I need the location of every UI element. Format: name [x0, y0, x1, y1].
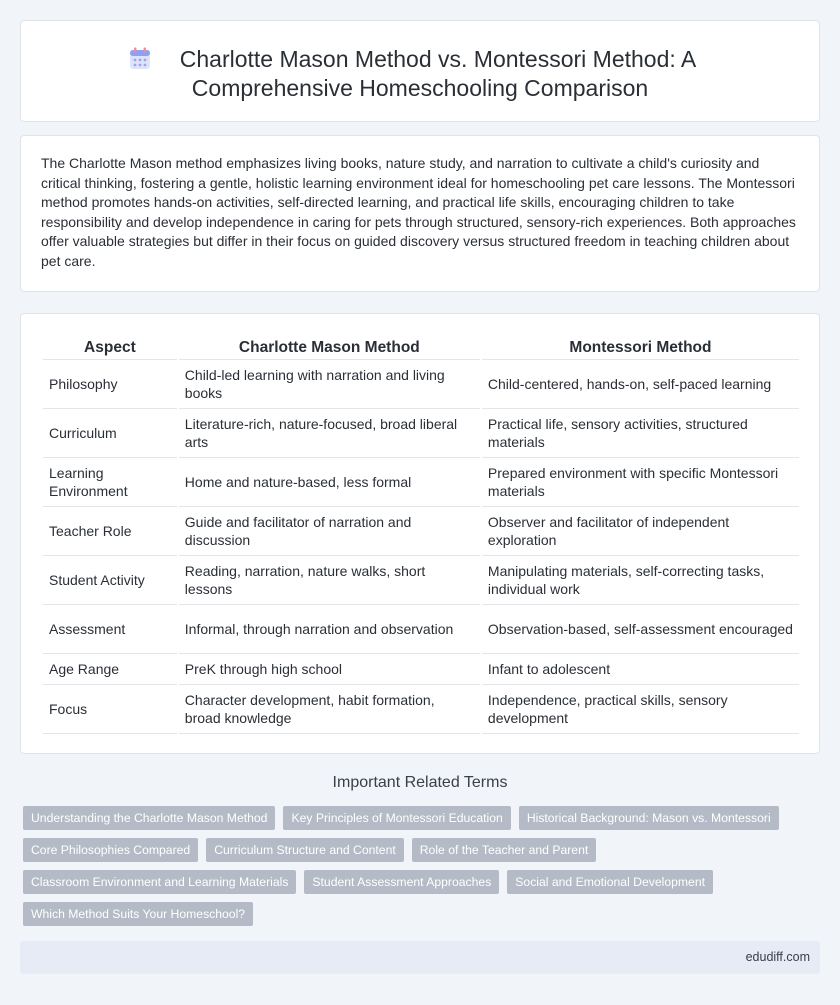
row-montessori: Infant to adolescent [482, 654, 799, 685]
intro-card [20, 135, 820, 292]
table-row [43, 685, 799, 734]
related-term-tag[interactable]: Key Principles of Montessori Education [283, 806, 510, 830]
intro-text: The Charlotte Mason method emphasizes living books, nature study, and narration to cultivate a child's curiosity and critical thinking, fostering a gentle, holistic learning environment ideal for homeschooling pet care lessons. The Montessori method promotes hands-on activities, self-directed learning, and practical life skills, encouraging children to take responsibility and develop independence in caring for pets through structured, sensory-rich experiences. Both approaches offer valuable strategies but differ in their focus on guided discovery versus structured freedom in teaching children about pet care. [41, 155, 796, 269]
row-charlotte-mason: Literature-rich, nature-focused, broad liberal arts [179, 409, 480, 458]
row-montessori: Manipulating materials, self-correcting tasks, individual work [482, 556, 799, 605]
related-term-tag[interactable]: Which Method Suits Your Homeschool? [23, 902, 253, 926]
table-header-row [43, 332, 799, 360]
row-aspect: Student Activity [43, 556, 177, 605]
related-terms-list [23, 806, 813, 926]
page-title-line2: Comprehensive Homeschooling Comparison [191, 75, 649, 101]
row-charlotte-mason: Informal, through narration and observation [179, 605, 480, 654]
header-montessori: Montessori Method [482, 332, 799, 360]
footer-site-link[interactable]: edudiff.com [745, 950, 810, 964]
row-aspect: Curriculum [43, 409, 177, 458]
row-charlotte-mason: Home and nature-based, less formal [179, 458, 480, 507]
row-aspect: Focus [43, 685, 177, 734]
row-charlotte-mason: Reading, narration, nature walks, short lessons [179, 556, 480, 605]
row-montessori: Independence, practical skills, sensory development [482, 685, 799, 734]
header-aspect: Aspect [43, 332, 177, 360]
related-term-tag[interactable]: Student Assessment Approaches [304, 870, 499, 894]
header-charlotte-mason: Charlotte Mason Method [179, 332, 480, 360]
row-aspect: Learning Environment [43, 458, 177, 507]
related-term-tag[interactable]: Curriculum Structure and Content [206, 838, 404, 862]
table-row [43, 458, 799, 507]
row-charlotte-mason: Character development, habit formation, broad knowledge [179, 685, 480, 734]
page-title [21, 45, 819, 103]
row-montessori: Child-centered, hands-on, self-paced learning [482, 360, 799, 409]
row-montessori: Observation-based, self-assessment encouraged [482, 605, 799, 654]
page-title-line1: Charlotte Mason Method vs. Montessori Method: A [179, 46, 697, 72]
row-aspect: Age Range [43, 654, 177, 685]
related-term-tag[interactable]: Social and Emotional Development [507, 870, 713, 894]
row-charlotte-mason: Child-led learning with narration and living books [179, 360, 480, 409]
row-aspect: Teacher Role [43, 507, 177, 556]
row-aspect: Philosophy [43, 360, 177, 409]
table-row [43, 654, 799, 685]
table-row [43, 556, 799, 605]
table-row [43, 605, 799, 654]
row-charlotte-mason: Guide and facilitator of narration and discussion [179, 507, 480, 556]
row-charlotte-mason: PreK through high school [179, 654, 480, 685]
row-montessori: Prepared environment with specific Montessori materials [482, 458, 799, 507]
related-term-tag[interactable]: Historical Background: Mason vs. Montessori [519, 806, 779, 830]
row-montessori: Observer and facilitator of independent exploration [482, 507, 799, 556]
table-row [43, 409, 799, 458]
related-terms-title: Important Related Terms [332, 774, 508, 791]
row-aspect: Assessment [43, 605, 177, 654]
table-row [43, 507, 799, 556]
related-term-tag[interactable]: Understanding the Charlotte Mason Method [23, 806, 275, 830]
comparison-table [41, 332, 801, 734]
table-row [43, 360, 799, 409]
footer [20, 941, 820, 974]
title-card [20, 20, 820, 122]
related-term-tag[interactable]: Role of the Teacher and Parent [412, 838, 596, 862]
row-montessori: Practical life, sensory activities, structured materials [482, 409, 799, 458]
comparison-table-card [20, 313, 820, 754]
related-term-tag[interactable]: Core Philosophies Compared [23, 838, 198, 862]
related-term-tag[interactable]: Classroom Environment and Learning Materials [23, 870, 296, 894]
